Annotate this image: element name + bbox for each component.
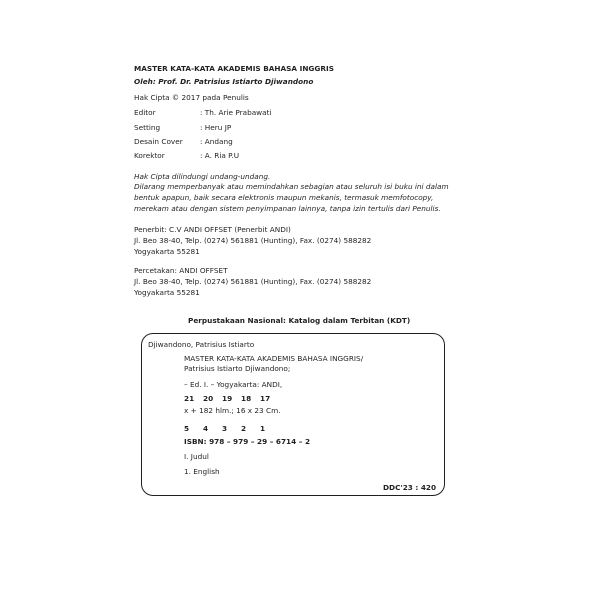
catalog-print: 2 (241, 424, 247, 433)
catalog-print: 4 (203, 424, 209, 433)
catalog-edition: – Ed. I. – Yogyakarta: ANDI, (184, 380, 283, 389)
publisher-line-3: Yogyakarta 55281 (134, 247, 200, 256)
catalog-prints (184, 424, 279, 433)
printer-line-3: Yogyakarta 55281 (134, 288, 200, 297)
catalog-year: 20 (203, 394, 214, 403)
catalog-print: 5 (184, 424, 190, 433)
catalog-title-line-2: Patrisius Istiarto Djiwandono; (184, 364, 291, 373)
catalog-pages: x + 182 hlm.; 16 x 23 Cm. (184, 406, 281, 415)
credit-label-cover: Desain Cover (134, 137, 183, 146)
catalog-years (184, 394, 279, 403)
copyright-line: Hak Cipta © 2017 pada Penulis (134, 93, 249, 102)
book-title: MASTER KATA-KATA AKADEMIS BAHASA INGGRIS (134, 64, 334, 73)
rights-line-2: Dilarang memperbanyak atau memindahkan sebagian atau seluruh isi buku ini dalam (134, 182, 449, 191)
catalog-heading: Perpustakaan Nasional: Katalog dalam Terbitan (KDT) (188, 316, 411, 325)
printer-line-1: Percetakan: ANDI OFFSET (134, 266, 228, 275)
credit-value-editor: : Th. Arie Prabawati (200, 108, 272, 117)
catalog-year: 18 (241, 394, 252, 403)
catalog-year: 17 (260, 394, 271, 403)
credit-value-corrector: : A. Ria P.U (200, 151, 240, 160)
publisher-line-1: Penerbit: C.V ANDI OFFSET (Penerbit ANDI) (134, 225, 291, 234)
catalog-year: 21 (184, 394, 195, 403)
rights-line-1: Hak Cipta dilindungi undang-undang. (134, 172, 271, 181)
rights-line-3: bentuk apapun, baik secara elektronis maupun mekanis, termasuk memfotocopy, (134, 193, 434, 202)
printer-line-2: Jl. Beo 38-40, Telp. (0274) 561881 (Hunting), Fax. (0274) 588282 (134, 277, 372, 286)
catalog-year: 19 (222, 394, 233, 403)
credit-label-setting: Setting (134, 123, 161, 132)
catalog-isbn: ISBN: 978 – 979 – 29 – 6714 – 2 (184, 437, 311, 446)
catalog-ddc: DDC'23 : 420 (383, 483, 437, 492)
publisher-line-2: Jl. Beo 38-40, Telp. (0274) 561881 (Hunting), Fax. (0274) 588282 (134, 236, 372, 245)
credit-label-corrector: Korektor (134, 151, 165, 160)
catalog-subject-english: 1. English (184, 467, 220, 476)
catalog-print: 3 (222, 424, 228, 433)
catalog-subject-title: I. Judul (184, 452, 209, 461)
catalog-print: 1 (260, 424, 266, 433)
credit-label-editor: Editor (134, 108, 156, 117)
credit-value-setting: : Heru JP (200, 123, 232, 132)
credit-value-cover: : Andang (200, 137, 233, 146)
catalog-author: Djiwandono, Patrisius Istiarto (148, 340, 255, 349)
catalog-title-line-1: MASTER KATA-KATA AKADEMIS BAHASA INGGRIS/ (184, 354, 364, 363)
book-author: Oleh: Prof. Dr. Patrisius Istiarto Djiwandono (134, 77, 314, 86)
rights-line-4: merekam atau dengan sistem penyimpanan lainnya, tanpa izin tertulis dari Penulis. (134, 204, 441, 213)
